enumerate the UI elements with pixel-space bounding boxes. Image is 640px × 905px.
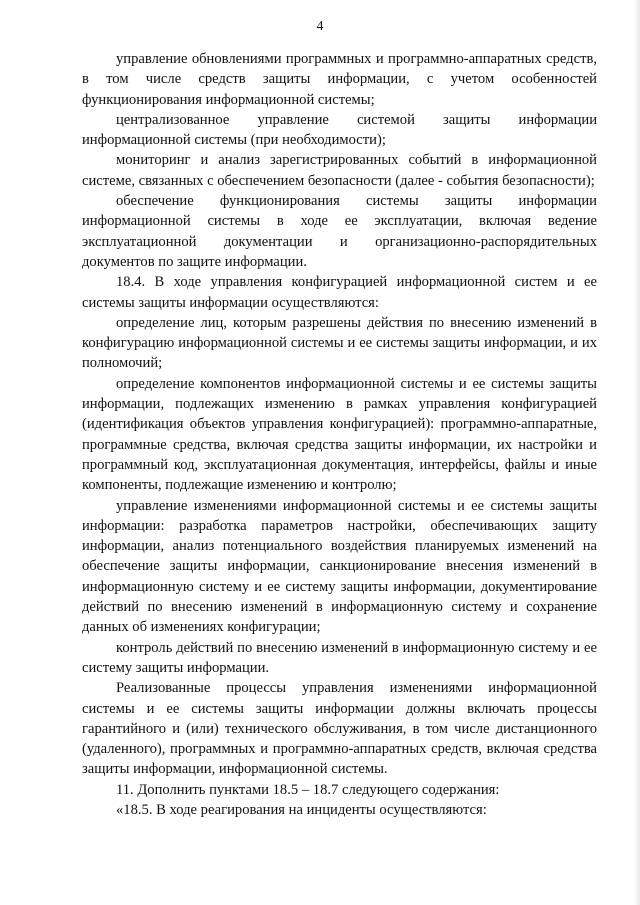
document-body bbox=[82, 49, 597, 820]
paragraph: «18.5. В ходе реагирования на инциденты осуществляются: bbox=[116, 801, 487, 818]
paragraph: Реализованные процессы управления изменениями информационной системы и ее системы защиты информации должны включать процессы гарантийного и (или) технического обслуживания, в том числе дистанционного (удаленного), программных и программно-аппаратных средств, включая средства защиты информации, информационной системы. bbox=[82, 680, 597, 778]
paragraph: централизованное управление системой защиты информации информационной системы (при необходимости); bbox=[82, 111, 597, 149]
paragraph: контроль действий по внесению изменений в информационную систему и ее систему защиты информации. bbox=[82, 639, 597, 676]
page-edge-shadow bbox=[634, 0, 640, 905]
paragraph: 18.4. В ходе управления конфигурацией информационной систем и ее системы защиты информации осуществляются: bbox=[82, 274, 597, 311]
paragraph: определение компонентов информационной системы и ее системы защиты информации, подлежащих изменению в рамках управления конфигурацией (идентификация объектов управления конфигурацией): программно-аппаратные, программные средства, включая средства защиты информации, их настройки и программный код, эксплуатационная документация, интерфейсы, файлы и иные компоненты, подлежащие изменению и контролю; bbox=[82, 375, 597, 494]
paragraph: управление обновлениями программных и программно-аппаратных средств, в том числе средств защиты информации, с учетом особенностей функционирования информационной системы; bbox=[82, 51, 597, 108]
page-number: 4 bbox=[316, 19, 324, 34]
paragraph: 11. Дополнить пунктами 18.5 – 18.7 следующего содержания: bbox=[116, 781, 500, 798]
paragraph: мониторинг и анализ зарегистрированных событий в информационной системе, связанных с обеспечением безопасности (далее - события безопасности); bbox=[82, 152, 597, 189]
paragraph: управление изменениями информационной системы и ее системы защиты информации: разработка параметров настройки, обеспечивающих защиту информации, анализ потенциального воздействия планируемых изменений на обеспечение защиты информации, санкционирование внесения изменений в информационную систему и ее систему защиты информации, документирование действий по внесению изменений в информационную систему и сохранение данных об изменениях конфигурации; bbox=[82, 497, 597, 636]
paragraph: обеспечение функционирования системы защиты информации информационной системы в ходе ее эксплуатации, включая ведение эксплуатационной документации и организационно-распорядительных документов по защите информации. bbox=[82, 193, 597, 270]
paragraph: определение лиц, которым разрешены действия по внесению изменений в конфигурацию информационной системы и ее системы защиты информации, и их полномочий; bbox=[82, 314, 597, 372]
